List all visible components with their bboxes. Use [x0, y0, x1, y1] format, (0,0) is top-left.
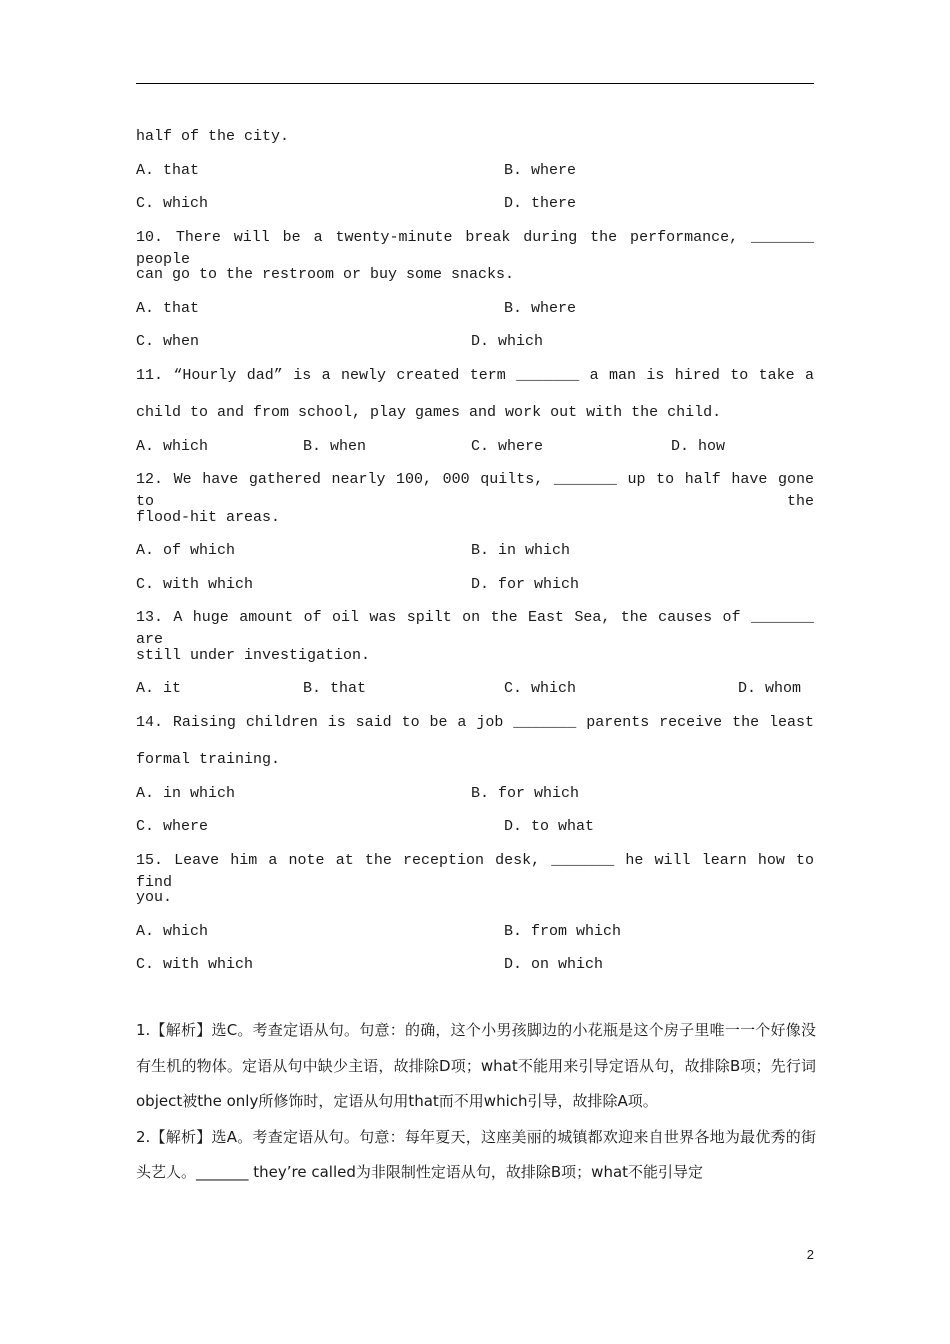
- q12-option-c: C. with which: [136, 575, 254, 593]
- answer-explanations: [136, 1013, 816, 1191]
- explanation-1: 1.【解析】选C。考查定语从句。句意：的确，这个小男孩脚边的小花瓶是这个房子里唯一一个好像没有生机的物体。定语从句中缺少主语，故排除D项；what不能用来引导定语从句，故排除B项；先行词object被the only所修饰时，定语从句用that而不用which引导，故排除A项。: [136, 1021, 816, 1110]
- q13-stem: [136, 607, 814, 648]
- q9-option-b: B. where: [504, 161, 577, 179]
- q10-text-b: people: [136, 250, 191, 268]
- q14-options-row2: [136, 816, 814, 850]
- q14-option-a: A. in which: [136, 784, 236, 802]
- q10-stem: [136, 227, 814, 268]
- q12-option-b: B. in which: [471, 542, 571, 559]
- q14-option-d: D. to what: [504, 818, 595, 835]
- q12-options-row2: [136, 574, 814, 608]
- q14-blank: _______: [513, 713, 577, 731]
- q11-text-b: a man is hired to take a: [589, 366, 814, 384]
- q13-option-b: B. that: [303, 680, 367, 697]
- q14-option-c: C. where: [136, 818, 209, 835]
- q10-option-b: B. where: [504, 299, 577, 317]
- q11-options-row: [136, 436, 814, 470]
- q11-option-b: B. when: [303, 437, 367, 455]
- q10-stem-line2: can go to the restroom or buy some snacks.: [136, 266, 515, 283]
- q15-blank: _______: [551, 851, 615, 869]
- q15-text-b: he will learn how to find: [136, 851, 814, 891]
- q15-option-b: B. from which: [504, 922, 622, 940]
- q11-text-a: 11. “Hourly dad” is a newly created term: [136, 366, 506, 384]
- q15-option-c: C. with which: [136, 956, 254, 973]
- page-number: 2: [806, 1247, 814, 1262]
- q14-stem-line2: formal training.: [136, 751, 281, 768]
- q10-options-row1: [136, 298, 814, 332]
- q14-text-a: 14. Raising children is said to be a job: [136, 713, 504, 731]
- q10-option-d: D. which: [471, 333, 544, 350]
- question-list: [136, 126, 814, 988]
- q12-text-a: 12. We have gathered nearly 100, 000 quilts,: [136, 471, 544, 488]
- q12-options-row1: [136, 540, 814, 574]
- q12-option-a: A. of which: [136, 542, 236, 559]
- q10-options-row2: [136, 331, 814, 365]
- q15-text-a: 15. Leave him a note at the reception desk,: [136, 851, 541, 869]
- q13-blank: _______: [750, 609, 814, 626]
- q9-options-row2: [136, 193, 814, 227]
- q15-option-a: A. which: [136, 922, 209, 940]
- q13-option-a: A. it: [136, 680, 182, 697]
- q12-option-d: D. for which: [471, 575, 580, 593]
- q15-options-row1: [136, 921, 814, 955]
- q15-stem: [136, 850, 814, 891]
- q11-blank: _______: [516, 366, 580, 384]
- q10-option-c: C. when: [136, 333, 200, 350]
- q12-text-b: up to half have gone to the: [136, 471, 814, 510]
- q11-stem-line2: child to and from school, play games and work out with the child.: [136, 404, 722, 421]
- q11-option-d: D. how: [671, 437, 726, 455]
- q13-text-b: are: [136, 631, 164, 648]
- q12-blank: _______: [553, 471, 617, 488]
- q11-option-c: C. where: [471, 437, 544, 455]
- q13-options-row: [136, 678, 814, 712]
- q11-option-a: A. which: [136, 437, 209, 455]
- header-rule: [136, 83, 814, 84]
- q12-stem-line2: flood-hit areas.: [136, 508, 281, 526]
- q14-options-row1: [136, 783, 814, 817]
- q15-stem-line2: you.: [136, 889, 173, 906]
- q10-blank: _______: [750, 228, 814, 246]
- q10-option-a: A. that: [136, 299, 200, 317]
- q9-option-d: D. there: [504, 195, 577, 212]
- q15-options-row2: [136, 954, 814, 988]
- q13-text-a: 13. A huge amount of oil was spilt on the East Sea, the causes of: [136, 609, 741, 626]
- q9-options-row1: [136, 160, 814, 194]
- q9-option-a: A. that: [136, 161, 200, 179]
- q14-text-b: parents receive the least: [586, 713, 814, 731]
- q10-text-a: 10. There will be a twenty-minute break during the performance,: [136, 228, 739, 246]
- q11-stem: [136, 365, 814, 403]
- q13-option-c: C. which: [504, 680, 577, 697]
- q14-option-b: B. for which: [471, 784, 580, 802]
- q14-stem: [136, 712, 814, 750]
- q13-stem-line2: still under investigation.: [136, 646, 371, 664]
- q9-option-c: C. which: [136, 195, 209, 212]
- q12-stem: [136, 469, 814, 510]
- q15-option-d: D. on which: [504, 956, 604, 973]
- q9-continued: half of the city.: [136, 128, 290, 145]
- q13-option-d: D. whom: [738, 680, 802, 697]
- explanation-2: 2.【解析】选A。考查定语从句。句意：每年夏天，这座美丽的城镇都欢迎来自世界各地为最优秀的街头艺人。_______ they’re called为非限制性定语从句，故排除B项；what不能引导定: [136, 1127, 816, 1181]
